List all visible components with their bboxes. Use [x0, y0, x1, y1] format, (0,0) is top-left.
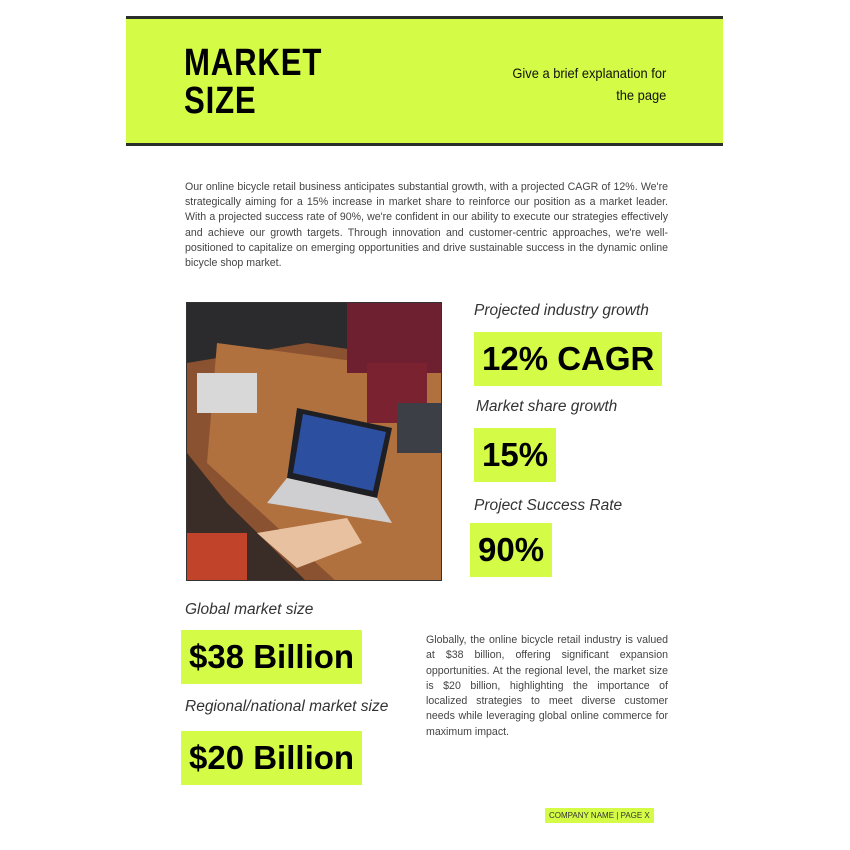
title-line-1: MARKET [184, 42, 323, 84]
subtitle-line-1: Give a brief explanation for [512, 65, 666, 81]
stat-value-market-share: 15% [474, 428, 556, 482]
stat-value-industry-growth: 12% CAGR [474, 332, 662, 386]
stat-label-global-market: Global market size [185, 601, 314, 618]
meeting-photo [186, 302, 442, 581]
laptop-meeting-image [187, 303, 442, 581]
stat-label-success-rate: Project Success Rate [474, 497, 623, 514]
stat-label-industry-growth: Projected industry growth [474, 302, 649, 319]
stat-value-regional-market: $20 Billion [181, 731, 362, 785]
market-size-paragraph: Globally, the online bicycle retail industry is valued at $38 billion, offering significant expansion opportunities. At the regional level, the market size is $20 billion, highlighting the importance of localized strategies to meet diverse customer needs while leveraging global online commerce for maximum impact. [426, 634, 668, 738]
stat-value-success-rate: 90% [470, 523, 552, 577]
page-title [184, 44, 322, 120]
stat-value-global-market: $38 Billion [181, 630, 362, 684]
page-subtitle [512, 62, 666, 106]
header-band [126, 16, 723, 146]
subtitle-line-2: the page [615, 87, 666, 103]
footer-badge: COMPANY NAME | PAGE X [545, 808, 654, 823]
title-line-2: SIZE [184, 80, 257, 122]
stat-label-regional-market: Regional/national market size [185, 698, 389, 715]
intro-paragraph: Our online bicycle retail business anticipates substantial growth, with a projected CAGR of 12%. We're strategically aiming for a 15% increase in market share to reinforce our position as a market leader. With a projected success rate of 90%, we're confident in our ability to execute our strategies effectively and achieve our growth targets. Through innovation and customer-centric approaches, we're well-positioned to capitalize on emerging opportunities and drive sustainable success in the dynamic online bicycle shop market. [185, 181, 668, 270]
stat-label-market-share: Market share growth [476, 398, 618, 415]
